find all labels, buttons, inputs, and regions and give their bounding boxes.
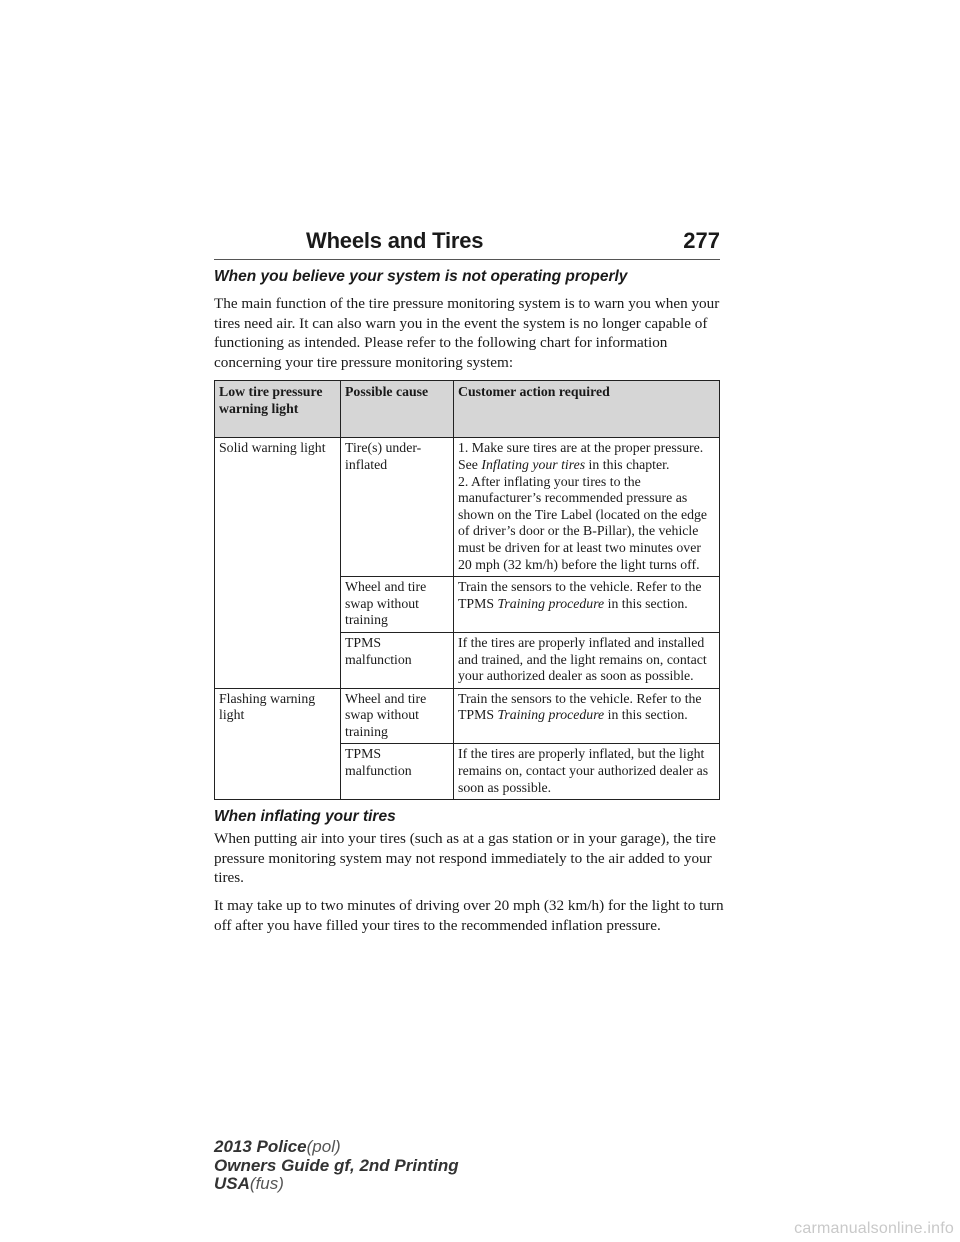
cell-solid-warning-light: Solid warning light [215, 438, 341, 688]
cell-action [454, 688, 720, 744]
cell-cause: Wheel and tire swap without training [341, 688, 454, 744]
action-text: 2. After inflating your tires to the manufacturer’s recommended pressure as shown on the Tire Label (located on the edge of driver’s door or the B-Pillar), the vehicle must be driven for at least two minutes over 20 mph (32 km/h) before the light turns off. [458, 473, 708, 572]
cell-cause: TPMS malfunction [341, 744, 454, 800]
footer-guide: Owners Guide gf, 2nd Printing [214, 1155, 459, 1175]
cell-action [454, 577, 720, 633]
cross-reference-link[interactable]: Training procedure [497, 707, 605, 723]
footer-line-guide [214, 1157, 459, 1176]
table-row [215, 438, 720, 577]
tpms-chart-table [214, 380, 720, 800]
page-number: 277 [683, 228, 720, 253]
action-text: in this chapter. [585, 456, 670, 472]
chapter-title: Wheels and Tires [306, 228, 484, 253]
footer-model: 2013 Police [214, 1137, 307, 1156]
page-footer [214, 1138, 459, 1194]
cell-action: If the tires are properly inflated, but the light remains on, contact your authorized dealer as soon as possible. [454, 744, 720, 800]
watermark-text: carmanualsonline.info [794, 1220, 954, 1237]
section-heading-not-operating: When you believe your system is not operating properly [214, 268, 628, 285]
action-text: in this section. [604, 707, 688, 723]
header-divider [214, 259, 720, 260]
footer-model-code: (pol) [306, 1137, 341, 1156]
section-heading-inflating: When inflating your tires [214, 808, 396, 826]
cell-action: If the tires are properly inflated and installed and trained, and the light remains on, contact your authorized dealer as soon as possible. [454, 632, 720, 688]
cell-action [454, 438, 720, 577]
table-header-row [215, 381, 720, 438]
intro-paragraph: The main function of the tire pressure monitoring system is to warn you when your tires need air. It can also warn you in the event the system is no longer capable of functioning as intended. Please refer to the following chart for information concerning your tire pressure monitoring system: [214, 295, 720, 371]
footer-line-market [214, 1175, 459, 1194]
action-text: Train the sensors to the vehicle. Refer to the TPMS [458, 579, 702, 611]
cross-reference-link[interactable]: Inflating your tires [481, 456, 586, 472]
footer-market: USA [214, 1174, 250, 1193]
inflating-paragraph-2: It may take up to two minutes of driving over 20 mph (32 km/h) for the light to turn off after you have filled your tires to the recommended inflation pressure. [214, 897, 724, 934]
action-text: Train the sensors to the vehicle. Refer to the TPMS [458, 690, 702, 723]
inflating-paragraph-1: When putting air into your tires (such as at a gas station or in your garage), the tire pressure monitoring system may not respond immediately to the air added to your tires. [214, 830, 716, 887]
footer-market-code: (fus) [249, 1174, 284, 1193]
action-text: 1. Make sure tires are at the proper pressure. See [458, 440, 704, 472]
page-header [214, 228, 720, 260]
cell-cause: Tire(s) under-inflated [341, 438, 454, 577]
cell-flashing-warning-light: Flashing warning light [215, 688, 341, 800]
cell-cause: Wheel and tire swap without training [341, 577, 454, 633]
footer-line-model [214, 1138, 459, 1157]
cell-cause: TPMS malfunction [341, 632, 454, 688]
table-row [215, 688, 720, 744]
header-warning-light: Low tire pressure warning light [215, 381, 341, 438]
header-possible-cause: Possible cause [341, 381, 454, 438]
header-customer-action: Customer action required [454, 381, 720, 438]
cross-reference-link[interactable]: Training procedure [497, 595, 605, 611]
action-text: in this section. [604, 595, 688, 611]
page-content [214, 268, 726, 943]
